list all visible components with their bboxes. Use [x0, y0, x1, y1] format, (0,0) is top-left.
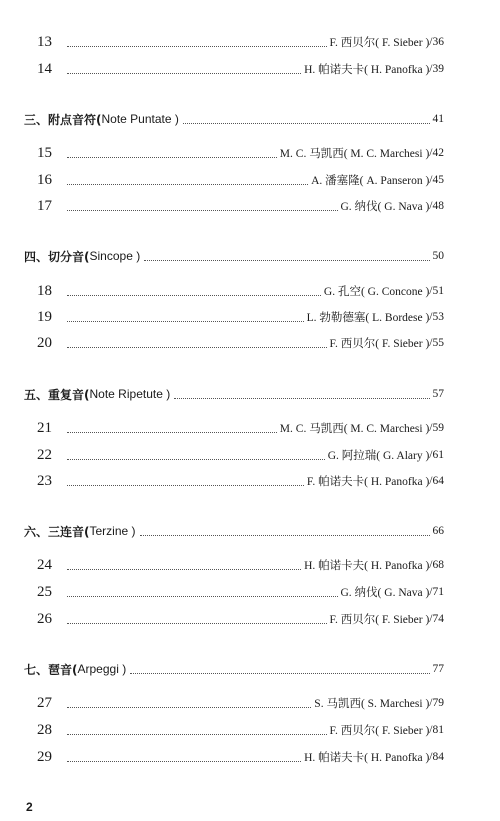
composer-name: H. 帕诺夫卡( H. Panofka ): [304, 64, 430, 76]
exercise-number: 21: [37, 419, 52, 436]
dot-leader: [67, 623, 327, 624]
page-number: /45: [429, 174, 444, 186]
dot-leader: [67, 432, 277, 433]
toc-entry: [0, 691, 500, 715]
toc-entry: [0, 141, 500, 165]
dot-leader: [130, 673, 429, 674]
page-number: /61: [429, 449, 444, 461]
composer-name: F. 西贝尔( F. Sieber ): [329, 338, 430, 350]
page-number: /55: [429, 337, 444, 349]
toc-entry: [0, 469, 500, 493]
exercise-number: 15: [37, 144, 52, 161]
composer-name: S. 马凯西( S. Marchesi ): [314, 698, 430, 710]
composer-name: H. 帕诺卡夫( H. Panofka ): [304, 560, 430, 572]
page-number: /36: [429, 36, 444, 48]
toc-entry: [0, 416, 500, 440]
composer-name: F. 西贝尔( F. Sieber ): [329, 37, 430, 49]
toc-entry: [0, 279, 500, 303]
toc-section-heading: [0, 107, 500, 131]
composer-name: L. 勃勒德塞( L. Bordese ): [306, 312, 430, 324]
page-number: /64: [429, 475, 444, 487]
toc-entry: [0, 443, 500, 467]
dot-leader: [67, 73, 301, 74]
toc-entry: [0, 30, 500, 54]
section-title-chinese: 五、重复音(: [24, 387, 90, 402]
page-number: /74: [429, 613, 444, 625]
page-number: /59: [429, 422, 444, 434]
page-number: /51: [429, 285, 444, 297]
dot-leader: [67, 761, 301, 762]
composer-name: G. 孔空( G. Concone ): [323, 286, 430, 298]
exercise-number: 13: [37, 33, 52, 50]
page-number: /84: [429, 751, 444, 763]
page-number: 57: [432, 388, 444, 400]
page-number: /71: [429, 586, 444, 598]
composer-name: F. 西贝尔( F. Sieber ): [329, 725, 430, 737]
dot-leader: [67, 347, 327, 348]
section-title-chinese: 四、切分音(: [24, 249, 90, 264]
section-title-italian: Note Puntate ): [101, 112, 179, 126]
page-number: /39: [429, 63, 444, 75]
dot-leader: [67, 295, 321, 296]
section-title-italian: Arpeggi ): [77, 662, 127, 676]
page-number: /79: [429, 697, 444, 709]
section-title-chinese: 六、三连音(: [24, 524, 90, 539]
page-number: /81: [429, 724, 444, 736]
dot-leader: [67, 459, 325, 460]
dot-leader: [67, 157, 277, 158]
dot-leader: [144, 260, 429, 261]
dot-leader: [67, 321, 304, 322]
page-number: /42: [429, 147, 444, 159]
page-number: 50: [432, 250, 444, 262]
section-title-chinese: 七、琶音(: [24, 662, 78, 677]
toc-entry: [0, 57, 500, 81]
exercise-number: 27: [37, 694, 52, 711]
exercise-number: 24: [37, 556, 52, 573]
dot-leader: [67, 569, 301, 570]
exercise-number: 17: [37, 197, 52, 214]
section-title-italian: Terzine ): [89, 524, 136, 538]
page-number: /48: [429, 200, 444, 212]
composer-name: F. 西贝尔( F. Sieber ): [329, 614, 430, 626]
composer-name: M. C. 马凯西( M. C. Marchesi ): [279, 423, 430, 435]
page-number: /68: [429, 559, 444, 571]
composer-name: M. C. 马凯西( M. C. Marchesi ): [279, 148, 430, 160]
dot-leader: [67, 210, 338, 211]
page-number: 41: [432, 113, 444, 125]
dot-leader: [67, 46, 327, 47]
section-title-italian: Note Ripetute ): [89, 387, 171, 401]
composer-name: G. 纳伐( G. Nava ): [340, 587, 430, 599]
exercise-number: 28: [37, 721, 52, 738]
dot-leader: [140, 535, 430, 536]
exercise-number: 16: [37, 171, 52, 188]
composer-name: H. 帕诺夫卡( H. Panofka ): [304, 752, 430, 764]
section-title-chinese: 三、附点音符(: [24, 112, 102, 127]
exercise-number: 26: [37, 610, 52, 627]
page-number: 77: [432, 663, 444, 675]
toc-entry: [0, 305, 500, 329]
toc-entry: [0, 168, 500, 192]
exercise-number: 14: [37, 60, 52, 77]
toc-section-heading: [0, 244, 500, 268]
dot-leader: [183, 123, 430, 124]
exercise-number: 18: [37, 282, 52, 299]
exercise-number: 23: [37, 472, 52, 489]
exercise-number: 19: [37, 308, 52, 325]
toc-section-heading: [0, 519, 500, 543]
toc-entry: [0, 331, 500, 355]
composer-name: G. 阿拉瑞( G. Alary ): [327, 450, 430, 462]
composer-name: A. 潘塞隆( A. Panseron ): [311, 175, 430, 187]
dot-leader: [67, 596, 338, 597]
composer-name: F. 帕诺夫卡( H. Panofka ): [306, 476, 430, 488]
exercise-number: 29: [37, 748, 52, 765]
dot-leader: [67, 184, 308, 185]
toc-section-heading: [0, 657, 500, 681]
toc-section-heading: [0, 382, 500, 406]
exercise-number: 20: [37, 334, 52, 351]
toc-entry: [0, 718, 500, 742]
exercise-number: 25: [37, 583, 52, 600]
toc-entry: [0, 745, 500, 769]
toc-entry: [0, 194, 500, 218]
page-number: /53: [429, 311, 444, 323]
composer-name: G. 纳伐( G. Nava ): [340, 201, 430, 213]
exercise-number: 22: [37, 446, 52, 463]
toc-entry: [0, 607, 500, 631]
page-folio-number: 2: [26, 800, 33, 814]
section-title-italian: Sincope ): [89, 249, 141, 263]
page-number: 66: [432, 525, 444, 537]
toc-entry: [0, 580, 500, 604]
dot-leader: [174, 398, 429, 399]
dot-leader: [67, 707, 311, 708]
dot-leader: [67, 734, 327, 735]
toc-entry: [0, 553, 500, 577]
dot-leader: [67, 485, 304, 486]
